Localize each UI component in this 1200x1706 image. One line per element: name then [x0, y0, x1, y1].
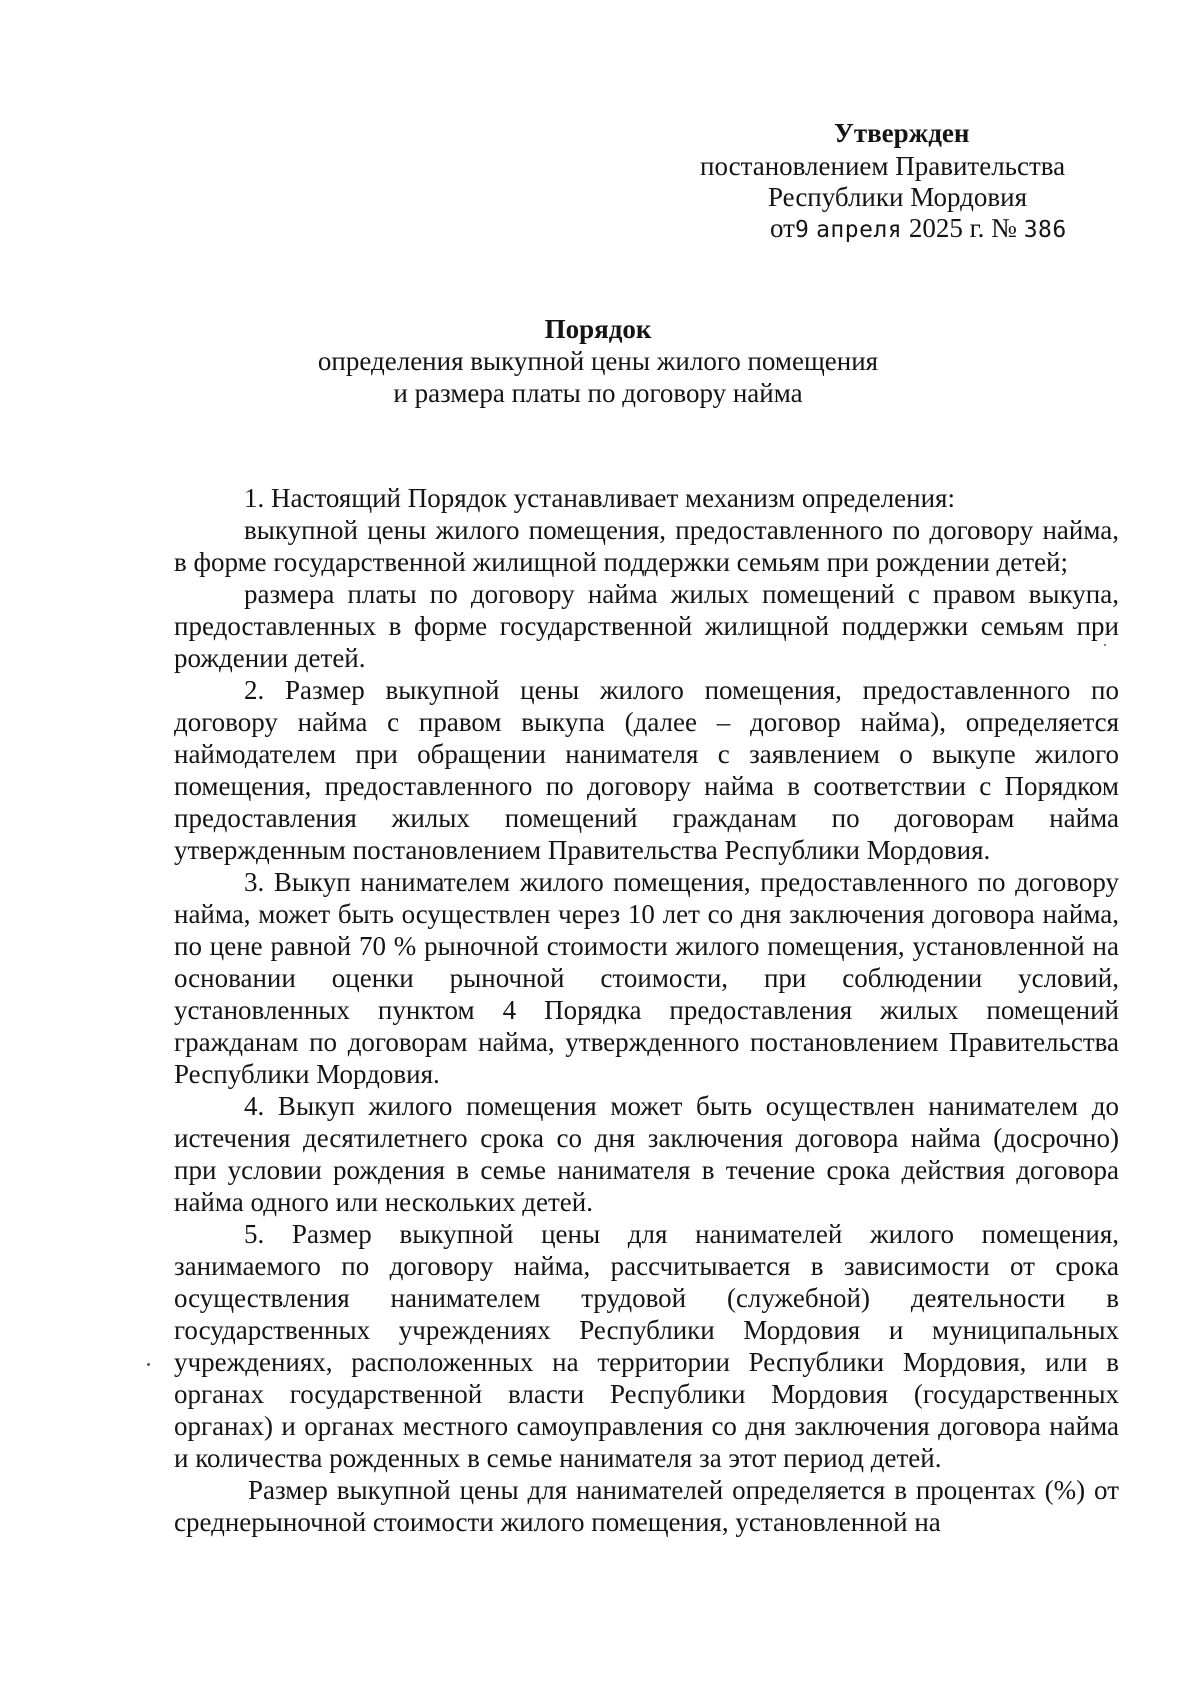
approval-date-line	[770, 213, 1067, 246]
paragraph-1: 1. Настоящий Порядок устанавливает механизм определения:	[244, 483, 955, 513]
approval-date-day: 9	[794, 217, 810, 243]
approval-line-1: постановлением Правительства	[700, 151, 1066, 181]
document-subtitle-line-1: определения выкупной цены жилого помещения	[317, 346, 879, 376]
approval-heading: Утвержден	[834, 118, 970, 148]
paragraph-3: 3. Выкуп нанимателем жилого помещения, предоставленного по договору найма, может быть осуществлен через 10 лет со дня заключения договора найма, по цене равной 70 % рыночной стоимости жилого помещения, установленной на основании оценки рыночной стоимости, при соблюдении условий, установленных пунктом 4 Порядка предоставления жилых помещений гражданам по договорам найма, утвержденного постановлением Правительства Республики Мордовия.	[174, 867, 1119, 1089]
paragraph-5: 5. Размер выкупной цены для нанимателей жилого помещения, занимаемого по договору найма, рассчитывается в зависимости от срока осуществления нанимателем трудовой (служебной) деятельности в государственных учреждениях Республики Мордовия и муниципальных учреждениях, расположенных на территории Республики Мордовия, или в органах государственной власти Республики Мордовия (государственных органах) и органах местного самоуправления со дня заключения договора найма и количества рожденных в семье нанимателя за этот период детей.	[174, 1219, 1119, 1473]
scan-speck	[1104, 644, 1106, 646]
paragraph-2: 2. Размер выкупной цены жилого помещения, предоставленного по договору найма с правом выкупа (далее – договор найма), определяется наймодателем при обращении нанимателя с заявлением о выкупе жилого помещения, предоставленного по договору найма в соответствии с Порядком предоставления жилых помещений гражданам по договорам найма утвержденным постановлением Правительства Республики Мордовия.	[174, 675, 1119, 865]
paragraph-1-item-2: размера платы по договору найма жилых помещений с правом выкупа, предоставленных в форме государственной жилищной поддержки семьям при рождении детей.	[174, 579, 1119, 673]
paragraph-4: 4. Выкуп жилого помещения может быть осуществлен нанимателем до истечения десятилетнего срока со дня заключения договора найма (досрочно) при условии рождения в семье нанимателя в течение срока действия договора найма одного или нескольких детей.	[174, 1091, 1119, 1217]
approval-line-2: Республики Мордовия	[768, 182, 1028, 212]
approval-date-year: 2025 г. №	[908, 213, 1017, 243]
paragraph-1-item-1: выкупной цены жилого помещения, предоставленного по договору найма, в форме государственной жилищной поддержки семьям при рождении детей;	[174, 515, 1119, 577]
document-title: Порядок	[544, 314, 652, 344]
approval-number: 386	[1023, 217, 1067, 243]
approval-date-month: апреля	[816, 217, 903, 243]
approval-date-prefix: от	[770, 213, 795, 243]
document-subtitle-line-2: и размера платы по договору найма	[393, 378, 803, 408]
document-title-block	[160, 313, 1036, 409]
scan-speck	[147, 1363, 150, 1366]
document-body	[174, 482, 1119, 1538]
paragraph-5-continued: Размер выкупной цены для нанимателей определяется в процентах (%) от среднерыночной стоимости жилого помещения, установленной на	[174, 1475, 1119, 1537]
